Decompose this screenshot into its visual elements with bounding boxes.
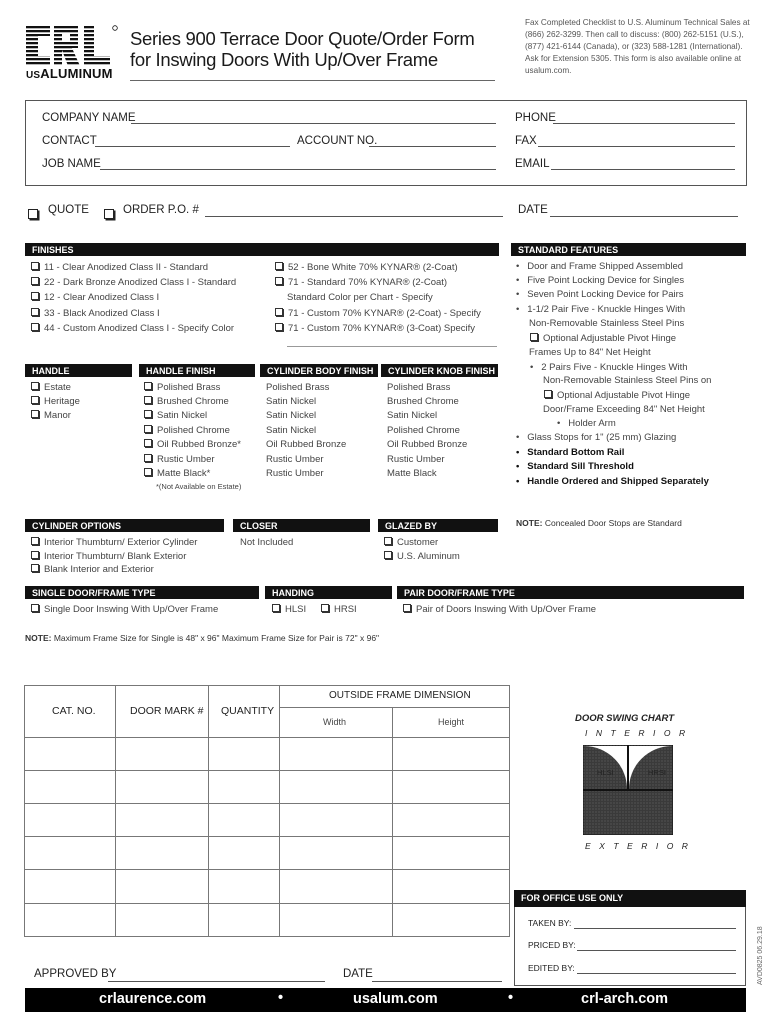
checkbox-icon	[144, 425, 152, 433]
feature-item: • Five Point Locking Device for Singles	[516, 275, 685, 286]
outside-frame-header: OUTSIDE FRAME DIMENSION	[329, 690, 471, 701]
handle-finish-option[interactable]	[144, 425, 230, 436]
handle-finish-option[interactable]	[144, 454, 215, 465]
cylinder-body-finish-value: Oil Rubbed Bronze	[266, 439, 347, 450]
order-date-field[interactable]	[550, 216, 738, 217]
checkbox-icon	[31, 564, 39, 572]
checkbox-icon	[31, 308, 39, 316]
date-label: DATE	[518, 204, 548, 216]
handle-option[interactable]	[31, 382, 71, 393]
cylinder-option[interactable]	[31, 551, 186, 562]
hlsi-label: HLSI	[597, 768, 614, 777]
table-row[interactable]	[24, 770, 510, 803]
swing-chart-title: DOOR SWING CHART	[575, 713, 675, 724]
feature-label: Non-Removable Stainless Steel Pins	[529, 318, 685, 329]
handle-option-label: Manor	[44, 410, 71, 421]
approved-by-field[interactable]	[108, 981, 325, 982]
cylinder-body-finish-value: Rustic Umber	[266, 454, 324, 465]
hrsi-label: HRSI	[648, 768, 666, 777]
checkbox-icon	[144, 439, 152, 447]
quote-label: QUOTE	[48, 204, 89, 216]
order-po-field[interactable]	[205, 216, 503, 217]
finish-option-label: 12 - Clear Anodized Class I	[44, 292, 160, 303]
checkbox-icon	[31, 382, 39, 390]
note-text: Maximum Frame Size for Single is 48" x 96" Maximum Frame Size for Pair is 72" x 96"	[53, 633, 380, 643]
custom-color-field[interactable]	[287, 346, 497, 347]
cylinder-knob-finish-header: CYLINDER KNOB FINISH	[381, 364, 498, 377]
feature-label: 1-1/2 Pair Five - Knuckle Hinges With	[527, 304, 686, 315]
door-mark-header: DOOR MARK #	[130, 705, 204, 717]
order-checkbox[interactable]	[104, 205, 114, 223]
feature-item: • 2 Pairs Five - Knuckle Hinges With	[530, 362, 688, 373]
note-concealed-stops	[516, 518, 682, 528]
handle-option[interactable]	[31, 410, 71, 421]
feature-item	[543, 404, 705, 415]
checkbox-icon	[275, 308, 283, 316]
finish-option[interactable]	[31, 323, 234, 334]
title-line-1: Series 900 Terrace Door Quote/Order Form	[130, 28, 475, 49]
checkbox-icon	[275, 323, 283, 331]
footer-bar	[25, 988, 746, 1012]
handle-finish-label: Satin Nickel	[157, 410, 208, 421]
edited-by-label: EDITED BY:	[528, 963, 575, 973]
job-name-field[interactable]	[100, 169, 496, 170]
pair-type-option[interactable]	[403, 604, 596, 615]
checkbox-icon	[275, 277, 283, 285]
table-row[interactable]	[24, 869, 510, 903]
footer-link-usalum[interactable]: usalum.com	[353, 991, 438, 1007]
checkbox-icon	[144, 454, 152, 462]
finish-option-label: 44 - Custom Anodized Class I - Specify Color	[44, 323, 235, 334]
company-name-label: COMPANY NAME	[42, 112, 136, 124]
taken-by-label: TAKEN BY:	[528, 918, 572, 928]
glazed-by-option[interactable]	[384, 551, 460, 562]
handle-finish-label: Polished Chrome	[157, 425, 230, 436]
cylinder-knob-finish-value: Matte Black	[387, 468, 437, 479]
job-name-label: JOB NAME	[42, 158, 101, 170]
cylinder-option[interactable]	[31, 564, 154, 575]
account-no-label: ACCOUNT NO.	[297, 135, 378, 147]
office-use-header: FOR OFFICE USE ONLY	[514, 890, 746, 907]
width-header: Width	[323, 717, 347, 727]
handle-option-label: Heritage	[44, 396, 80, 407]
handle-finish-label: Rustic Umber	[157, 454, 215, 465]
pair-type-label: Pair of Doors Inswing With Up/Over Frame	[416, 604, 597, 615]
single-type-label: Single Door Inswing With Up/Over Frame	[44, 604, 219, 615]
handle-finish-label: Polished Brass	[157, 382, 221, 393]
checkbox-icon	[275, 262, 283, 270]
table-row[interactable]	[24, 737, 510, 770]
feature-label: Handle Ordered and Shipped Separately	[527, 476, 709, 487]
handle-finish-header: HANDLE FINISH	[139, 364, 255, 377]
table-row[interactable]	[24, 803, 510, 836]
priced-by-label: PRICED BY:	[528, 940, 576, 950]
feature-label: Door/Frame Exceeding 84" Net Height	[543, 404, 705, 415]
feature-item: • Handle Ordered and Shipped Separately	[516, 476, 709, 487]
cylinder-knob-finish-value: Oil Rubbed Bronze	[387, 439, 468, 450]
finish-option-note	[287, 292, 433, 303]
table-row[interactable]	[24, 836, 510, 869]
feature-label: Frames Up to 84" Net Height	[529, 347, 651, 358]
closer-header: CLOSER	[233, 519, 370, 532]
note-text: Concealed Door Stops are Standard	[544, 518, 682, 528]
handing-label: HRSI	[334, 604, 357, 615]
fax-field[interactable]	[538, 146, 735, 147]
checkbox-icon	[31, 396, 39, 404]
checkbox-icon	[31, 551, 39, 559]
checkbox-icon	[272, 604, 280, 612]
finish-option-label: 33 - Black Anodized Class I	[44, 308, 160, 319]
cylinder-body-finish-value: Satin Nickel	[266, 396, 317, 407]
finish-option-label: 71 - Custom 70% KYNAR® (3-Coat) Specify	[288, 323, 476, 334]
note-label: NOTE:	[516, 518, 543, 528]
glazed-by-label: U.S. Aluminum	[397, 551, 460, 562]
feature-item: • Door and Frame Shipped Assembled	[516, 261, 684, 272]
footer-bullet: •	[278, 990, 284, 1006]
handing-label: HLSI	[285, 604, 307, 615]
finish-option[interactable]	[275, 323, 475, 334]
finish-option[interactable]	[31, 292, 159, 303]
table-row[interactable]	[24, 903, 510, 937]
feature-label: 2 Pairs Five - Knuckle Hinges With	[541, 362, 688, 373]
approved-by-label: APPROVED BY	[34, 968, 117, 980]
checkbox-icon	[31, 262, 39, 270]
glazed-by-header: GLAZED BY	[378, 519, 498, 532]
feature-item	[529, 347, 651, 358]
contact-field[interactable]	[95, 146, 290, 147]
contact-line: (877) 421-6144 (Canada), or (323) 588-1281 (International).	[525, 42, 743, 51]
checkbox-icon	[28, 209, 38, 219]
feature-option[interactable]	[544, 390, 690, 401]
closer-value: Not Included	[240, 537, 294, 548]
checkbox-icon	[403, 604, 411, 612]
finish-option-label: 22 - Dark Bronze Anodized Class I - Standard	[44, 277, 237, 288]
contact-label: CONTACT	[42, 135, 97, 147]
handing-option[interactable]	[321, 604, 357, 615]
cylinder-body-finish-value: Satin Nickel	[266, 410, 317, 421]
handle-header: HANDLE	[25, 364, 132, 377]
feature-label: Five Point Locking Device for Singles	[527, 275, 685, 286]
cylinder-option-label: Interior Thumbturn/ Exterior Cylinder	[44, 537, 198, 548]
taken-by-field[interactable]	[574, 928, 736, 929]
title-line-2: for Inswing Doors With Up/Over Frame	[130, 49, 438, 70]
cylinder-body-finish-value: Rustic Umber	[266, 468, 324, 479]
phone-field[interactable]	[553, 123, 735, 124]
note-max-frame	[25, 633, 379, 643]
checkbox-icon	[31, 604, 39, 612]
form-title	[130, 28, 474, 70]
note-label: NOTE:	[25, 633, 52, 643]
checkbox-icon	[384, 551, 392, 559]
checkbox-icon	[31, 537, 39, 545]
handle-finish-label: Matte Black*	[157, 468, 211, 479]
finish-option-label: 11 - Clear Anodized Class II - Standard	[44, 262, 209, 273]
interior-label: INTERIOR	[585, 728, 694, 738]
feature-item	[529, 318, 684, 329]
checkbox-icon	[144, 410, 152, 418]
handing-option[interactable]	[272, 604, 306, 615]
edited-by-field[interactable]	[577, 973, 736, 974]
contact-line: (866) 262-3299. Then call to discuss: (800) 262-5151 (U.S.),	[525, 30, 744, 39]
checkbox-icon	[384, 537, 392, 545]
finish-option-label: Standard Color per Chart - Specify	[287, 292, 433, 303]
table-divider	[279, 707, 510, 708]
order-po-label: ORDER P.O. #	[123, 204, 199, 216]
feature-item: • Standard Bottom Rail	[516, 447, 625, 458]
glazed-by-label: Customer	[397, 537, 439, 548]
handle-finish-label: Oil Rubbed Bronze*	[157, 439, 241, 450]
checkbox-icon	[544, 390, 552, 398]
document-code: AVD0825 06.29.18	[757, 926, 764, 985]
feature-label: Standard Sill Threshold	[527, 461, 634, 472]
title-rule	[130, 80, 495, 81]
handle-option-label: Estate	[44, 382, 71, 393]
handle-finish-option[interactable]	[144, 439, 241, 450]
handle-option[interactable]	[31, 396, 80, 407]
handle-finish-option[interactable]	[144, 382, 220, 393]
checkbox-icon	[144, 396, 152, 404]
finish-option[interactable]	[275, 262, 458, 273]
feature-label: Seven Point Locking Device for Pairs	[527, 289, 684, 300]
cylinder-body-finish-value: Polished Brass	[266, 382, 330, 393]
finish-option[interactable]	[31, 277, 236, 288]
company-name-field[interactable]	[131, 123, 496, 124]
contact-line: usalum.com.	[525, 66, 572, 75]
email-field[interactable]	[551, 169, 735, 170]
cat-no-header: CAT. NO.	[52, 705, 96, 717]
finishes-header: FINISHES	[25, 243, 499, 256]
checkbox-icon	[31, 323, 39, 331]
single-type-header: SINGLE DOOR/FRAME TYPE	[25, 586, 259, 599]
finish-option[interactable]	[275, 308, 481, 319]
handle-finish-label: Brushed Chrome	[157, 396, 229, 407]
finish-option-label: 52 - Bone White 70% KYNAR® (2-Coat)	[288, 262, 458, 273]
approval-date-field[interactable]	[372, 981, 502, 982]
feature-label: Non-Removable Stainless Steel Pins on	[543, 375, 712, 386]
contact-info	[525, 17, 750, 77]
cylinder-option-label: Blank Interior and Exterior	[44, 564, 154, 575]
feature-label: Door and Frame Shipped Assembled	[527, 261, 684, 272]
pair-type-header: PAIR DOOR/FRAME TYPE	[397, 586, 744, 599]
feature-item: • Standard Sill Threshold	[516, 461, 634, 472]
feature-label: Glass Stops for 1" (25 mm) Glazing	[527, 432, 677, 443]
feature-item: • Seven Point Locking Device for Pairs	[516, 289, 684, 300]
feature-label: Holder Arm	[568, 418, 616, 429]
contact-line: Fax Completed Checklist to U.S. Aluminum Technical Sales at	[525, 18, 750, 27]
quantity-header: QUANTITY	[221, 705, 275, 717]
finish-option[interactable]	[31, 308, 160, 319]
fax-label: FAX	[515, 135, 537, 147]
email-label: EMAIL	[515, 158, 550, 170]
finish-option-label: 71 - Custom 70% KYNAR® (2-Coat) - Specify	[288, 308, 481, 319]
height-header: Height	[438, 717, 465, 727]
feature-option[interactable]	[530, 333, 676, 344]
door-swing-svg	[583, 745, 673, 835]
feature-item: • Holder Arm	[557, 418, 616, 429]
footer-link-crlaurence[interactable]: crlaurence.com	[99, 991, 207, 1007]
checkbox-icon	[144, 382, 152, 390]
cylinder-body-finish-header: CYLINDER BODY FINISH	[260, 364, 378, 377]
cylinder-options-header: CYLINDER OPTIONS	[25, 519, 224, 532]
cylinder-option[interactable]	[31, 537, 197, 548]
footer-link-crl-arch[interactable]: crl-arch.com	[581, 991, 669, 1007]
checkbox-icon	[31, 277, 39, 285]
cylinder-body-finish-value: Satin Nickel	[266, 425, 317, 436]
feature-item: • Glass Stops for 1" (25 mm) Glazing	[516, 432, 677, 443]
feature-label: Optional Adjustable Pivot Hinge	[543, 333, 677, 344]
finish-option[interactable]	[31, 262, 208, 273]
cylinder-knob-finish-value: Rustic Umber	[387, 454, 445, 465]
standard-features-header: STANDARD FEATURES	[511, 243, 746, 256]
cylinder-knob-finish-value: Brushed Chrome	[387, 396, 459, 407]
cylinder-knob-finish-value: Polished Chrome	[387, 425, 460, 436]
glazed-by-option[interactable]	[384, 537, 438, 548]
checkbox-icon	[31, 292, 39, 300]
feature-label: Optional Adjustable Pivot Hinge	[557, 390, 691, 401]
contact-line: Ask for Extension 5305. This form is also available online at	[525, 54, 742, 63]
quote-checkbox[interactable]	[28, 205, 38, 223]
handle-finish-option[interactable]	[144, 396, 229, 407]
feature-item: • 1-1/2 Pair Five - Knuckle Hinges With	[516, 304, 686, 315]
finish-option-label: 71 - Standard 70% KYNAR® (2-Coat)	[288, 277, 448, 288]
approval-date-label: DATE	[343, 968, 373, 980]
handle-finish-option[interactable]	[144, 468, 210, 479]
feature-item	[543, 375, 711, 386]
feature-label: Standard Bottom Rail	[527, 447, 625, 458]
finish-option[interactable]	[275, 277, 447, 288]
cylinder-option-label: Interior Thumbturn/ Blank Exterior	[44, 551, 187, 562]
priced-by-field[interactable]	[577, 950, 736, 951]
logo-subtitle: USALUMINUM	[26, 66, 113, 81]
checkbox-icon	[144, 468, 152, 476]
single-type-option[interactable]	[31, 604, 218, 615]
phone-label: PHONE	[515, 112, 556, 124]
cylinder-knob-finish-value: Satin Nickel	[387, 410, 438, 421]
checkbox-icon	[321, 604, 329, 612]
handing-header: HANDING	[265, 586, 392, 599]
exterior-label: EXTERIOR	[585, 841, 697, 851]
footer-bullet: •	[508, 990, 514, 1006]
crl-logo	[22, 22, 122, 82]
checkbox-icon	[530, 333, 538, 341]
account-no-field[interactable]	[369, 146, 496, 147]
handle-finish-note: *(Not Available on Estate)	[156, 482, 242, 491]
cylinder-knob-finish-value: Polished Brass	[387, 382, 451, 393]
checkbox-icon	[104, 209, 114, 219]
door-swing-diagram	[583, 745, 673, 835]
handle-finish-option[interactable]	[144, 410, 207, 421]
checkbox-icon	[31, 410, 39, 418]
